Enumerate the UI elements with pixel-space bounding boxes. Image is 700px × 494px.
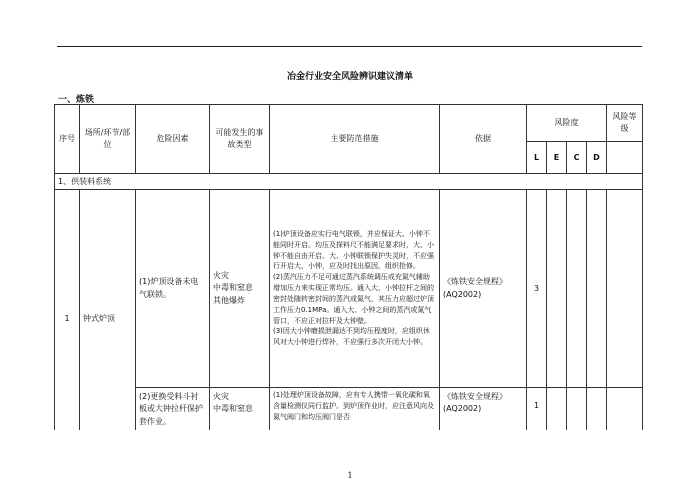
header-level-blank	[607, 142, 643, 174]
row-hazard: (2)更换受料斗衬板或大钟拉杆保护套作业。	[136, 388, 210, 431]
header-L: L	[527, 142, 547, 174]
header-accident-type: 可能发生的事故类型	[210, 105, 270, 174]
section-title: 一、炼铁	[58, 95, 95, 105]
header-risk-level: 风险等级	[607, 105, 643, 142]
page-number: 1	[347, 471, 353, 480]
measure-item: (1)炉顶设备应实行电气联锁，并应保证大、小钟不能同时开启。均压及探料尺不能满足要求时，大、小钟不能自由开启。大、小钟联锁保护失灵时，不应强行开启大、小钟，应及时找出原因，组织抢修。	[273, 229, 434, 271]
row-accident-type: 火灾 中毒和窒息 其他爆炸	[210, 190, 270, 388]
row-level	[607, 388, 643, 431]
row-measures	[270, 190, 440, 388]
subsection-title: 1、供装料系统	[55, 174, 643, 190]
document-title: 冶金行业安全风险辨识建议清单	[286, 72, 413, 82]
row-E	[547, 388, 567, 431]
row-level	[607, 190, 643, 388]
header-row-1	[55, 105, 643, 142]
row-C	[567, 388, 587, 431]
header-hazard: 危险因素	[136, 105, 210, 174]
row-seq: 1	[55, 190, 80, 431]
row-C	[567, 190, 587, 388]
row-E	[547, 190, 567, 388]
row-basis: 《炼铁安全规程》(AQ2002)	[440, 190, 527, 388]
row-L: 3	[527, 190, 547, 388]
table-row	[55, 190, 643, 388]
measure-item: (3)因大小钟磨损泄漏达不到均压程度时，应组织休风对大小钟进行焊补，不应强行多次开闭大小钟。	[273, 327, 430, 347]
row-place: 钟式炉顶	[80, 190, 136, 431]
row-L: 1	[527, 388, 547, 431]
header-seq: 序号	[55, 105, 80, 174]
row-hazard: (1)炉顶设备未电气联锁。	[136, 190, 210, 388]
risk-table	[54, 104, 643, 430]
row-D	[587, 388, 607, 431]
header-measures: 主要防范措施	[270, 105, 440, 174]
header-basis: 依据	[440, 105, 527, 174]
measure-item: (1)处理炉顶设备故障，应有专人携带一氧化碳和氧含量检测仪同行监护。到炉顶作业时，应注意风向及氮气阀门和均压阀门是否	[273, 391, 434, 421]
row-measures	[270, 388, 440, 431]
header-place: 场所/环节/部位	[80, 105, 136, 174]
measure-item: (2)蒸汽压力不足可通过蒸汽系统调压或充氮气辅助增加压力来实现正常均压。通入大、小钟拉杆之间的密封处随转密封间的蒸汽或氮气，其压力应超过炉顶工作压力0.1MPa。通入大、小钟之间的蒸汽或氮气管口，不应正对拉杆及大钟壁。	[273, 273, 434, 325]
row-basis: 《炼铁安全规程》(AQ2002)	[440, 388, 527, 431]
header-D: D	[587, 142, 607, 174]
row-D	[587, 190, 607, 388]
header-risk-degree: 风险度	[527, 105, 607, 142]
header-C: C	[567, 142, 587, 174]
subsection-row	[55, 174, 643, 190]
row-accident-type: 火灾 中毒和窒息	[210, 388, 270, 431]
table-row	[55, 388, 643, 431]
header-E: E	[547, 142, 567, 174]
